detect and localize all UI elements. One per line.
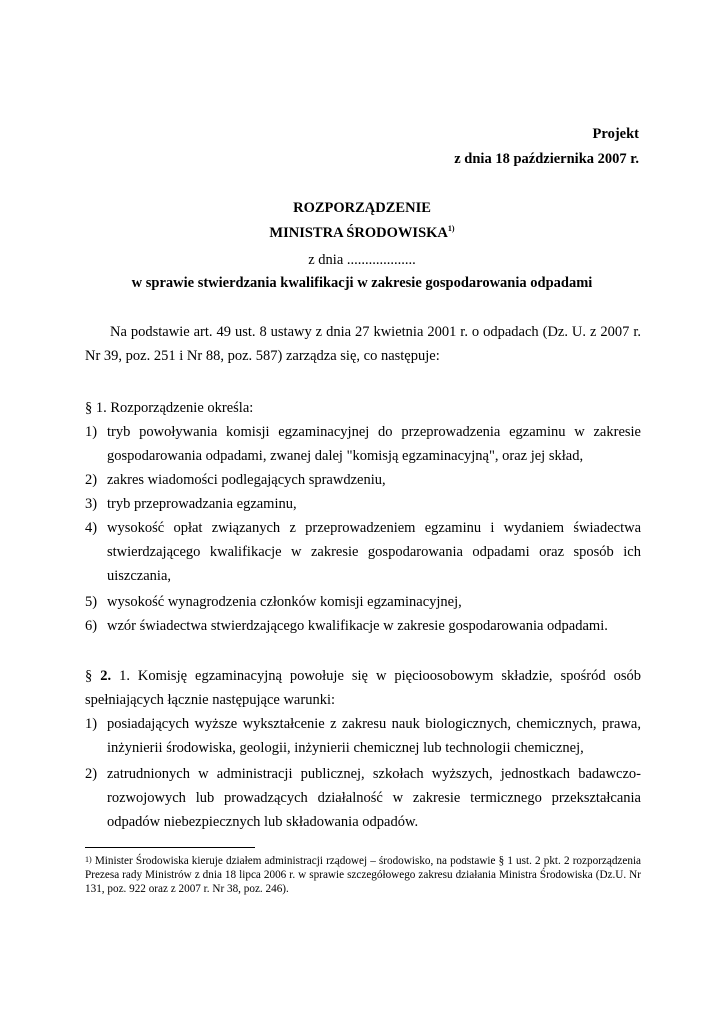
list-item: [85, 614, 641, 638]
section-1-heading: § 1. Rozporządzenie określa:: [85, 400, 254, 416]
list-item-number: 6): [85, 618, 98, 634]
list-item-number: 4): [85, 520, 98, 536]
issuing-authority-name: MINISTRA ŚRODOWISKA: [269, 225, 448, 241]
list-item-number: 1): [85, 424, 98, 440]
footnote-mark: 1): [85, 855, 92, 864]
draft-status-label: Projekt: [592, 126, 639, 142]
list-item-number: 5): [85, 594, 98, 610]
list-item-text: wzór świadectwa stwierdzającego kwalifikacje w zakresie gospodarowania odpadami.: [107, 618, 608, 634]
footnote-separator: [85, 847, 255, 848]
list-item-number: 1): [85, 716, 98, 732]
list-item: [85, 590, 641, 614]
list-item: [85, 712, 641, 760]
section-2-intro: 1. Komisję egzaminacyjną powołuje się w pięcioosobowym składzie, spośród osób spełniających łącznie następujące warunki:: [85, 668, 641, 708]
regulation-subject: w sprawie stwierdzania kwalifikacji w zakresie gospodarowania odpadami: [131, 275, 593, 291]
list-item: [85, 468, 641, 492]
list-item-text: zatrudnionych w administracji publicznej, szkołach wyższych, jednostkach badawczo-rozwojowych lub prowadzących działalność w zakresie termicznego przekształcania odpadów niebezpiecznych lub składowania odpadów.: [107, 766, 641, 830]
list-item: [85, 420, 641, 468]
regulation-date-line: z dnia ...................: [308, 252, 416, 268]
list-item-text: posiadających wyższe wykształcenie z zakresu nauk biologicznych, chemicznych, prawa, inżynierii środowiska, geologii, inżynierii chemicznej lub technologii chemicznej,: [107, 716, 641, 756]
list-item-text: zakres wiadomości podlegających sprawdzeniu,: [107, 472, 386, 488]
footnote: [85, 854, 641, 896]
section-2-paragraph: [85, 664, 641, 712]
list-item-number: 3): [85, 496, 98, 512]
list-item-text: wysokość wynagrodzenia członków komisji egzaminacyjnej,: [107, 594, 462, 610]
document-title: ROZPORZĄDZENIE: [293, 200, 431, 216]
list-item-number: 2): [85, 472, 98, 488]
issuing-authority: [85, 225, 639, 242]
list-item-text: tryb przeprowadzania egzaminu,: [107, 496, 297, 512]
preamble-paragraph: Na podstawie art. 49 ust. 8 ustawy z dnia 27 kwietnia 2001 r. o odpadach (Dz. U. z 2007 r. Nr 39, poz. 251 i Nr 88, poz. 587) zarządza się, co następuje:: [85, 324, 641, 364]
footnote-reference: 1): [447, 224, 455, 233]
list-item: [85, 516, 641, 588]
list-item: [85, 492, 641, 516]
list-item-number: 2): [85, 766, 98, 782]
list-item-text: wysokość opłat związanych z przeprowadzeniem egzaminu i wydaniem świadectwa stwierdzającego kwalifikacje w zakresie gospodarowania odpadami oraz sposób ich uiszczania,: [107, 520, 641, 584]
section-number: 2.: [100, 668, 112, 684]
footnote-text: Minister Środowiska kieruje działem administracji rządowej – środowisko, na podstawie § 1 ust. 2 pkt. 2 rozporządzenia Prezesa rady Ministrów z dnia 18 lipca 2006 r. w sprawie szczegółowego zakresu działania Ministra Środowiska (Dz.U. Nr 131, poz. 922 oraz z 2007 r. Nr 38, poz. 246).: [85, 855, 642, 895]
list-item: [85, 762, 641, 834]
draft-date: z dnia 18 października 2007 r.: [454, 151, 639, 167]
section-sign: §: [85, 668, 93, 684]
list-item-text: tryb powoływania komisji egzaminacyjnej do przeprowadzenia egzaminu w zakresie gospodarowania odpadami, zwanej dalej "komisją egzaminacyjną", oraz jej skład,: [107, 424, 641, 464]
